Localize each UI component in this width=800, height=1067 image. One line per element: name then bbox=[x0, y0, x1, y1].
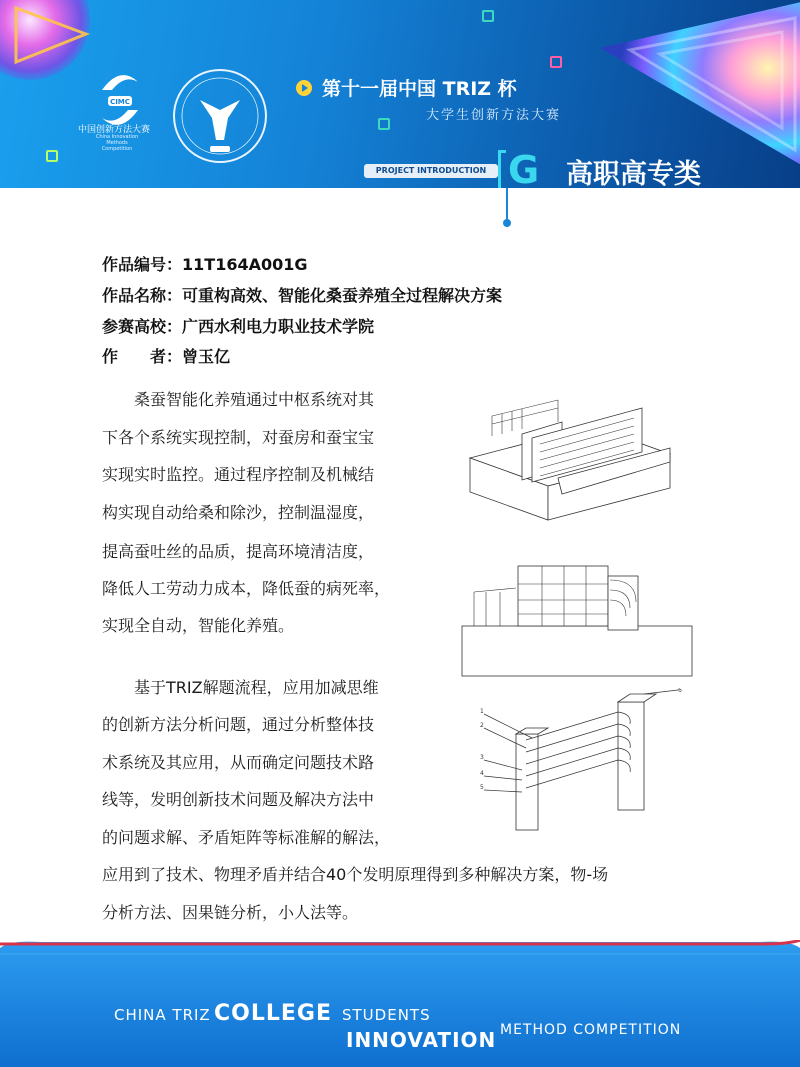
para2-line: 的创新方法分析问题，通过分析整体技 bbox=[102, 715, 375, 734]
decor-square bbox=[482, 10, 494, 22]
para1-line: 下各个系统实现控制，对蚕房和蚕宝宝 bbox=[102, 428, 375, 447]
page-footer bbox=[0, 940, 800, 1067]
competition-subtitle: 大学生创新方法大赛 bbox=[426, 108, 562, 123]
para1-line: 桑蚕智能化养殖通过中枢系统对其 bbox=[102, 390, 375, 409]
cimc-mark: CIMC bbox=[110, 98, 130, 106]
decor-square bbox=[550, 56, 562, 68]
footer-college: COLLEGE bbox=[214, 1001, 332, 1026]
para1-line: 构实现自动给桑和除沙，控制温湿度， bbox=[102, 503, 375, 522]
category-dot bbox=[503, 219, 511, 227]
para2-line: 术系统及其应用，从而确定问题技术路 bbox=[102, 753, 375, 772]
info-id bbox=[102, 252, 308, 275]
para2-line: 基于TRIZ解题流程，应用加减思维 bbox=[102, 678, 379, 697]
cimc-logo-cn: 中国创新方法大赛 bbox=[78, 125, 151, 135]
figure-labelled-rack bbox=[478, 688, 686, 832]
para1-line: 提高蚕吐丝的品质，提高环境清洁度， bbox=[102, 542, 375, 561]
info-name-label: 作品名称： bbox=[102, 286, 183, 305]
footer-innovation: INNOVATION bbox=[346, 1028, 497, 1052]
info-author-value: 曾玉亿 bbox=[182, 347, 231, 366]
info-author-label: 作 者： bbox=[102, 347, 183, 366]
info-school-label: 参赛高校： bbox=[102, 317, 183, 336]
decor-triangle-left bbox=[6, 4, 96, 64]
fig3-label: 3 bbox=[480, 754, 484, 761]
page-header bbox=[0, 0, 800, 188]
fig3-label: 6 bbox=[678, 688, 682, 694]
info-name bbox=[102, 283, 502, 306]
para2-line: 的问题求解、矛盾矩阵等标准解的解法， bbox=[102, 828, 391, 847]
triz-cup-logo bbox=[170, 66, 270, 166]
cimc-logo-en: China Innovation Methods Competition bbox=[95, 134, 139, 152]
project-introduction-label: PROJECT INTRODUCTION bbox=[364, 164, 498, 178]
fig3-label: 4 bbox=[480, 770, 484, 777]
info-id-label: 作品编号： bbox=[102, 255, 183, 274]
category-connector bbox=[506, 188, 508, 220]
fig3-label: 5 bbox=[480, 784, 484, 791]
para2-line: 分析方法、因果链分析，小人法等。 bbox=[102, 903, 359, 922]
decor-square bbox=[46, 150, 58, 162]
footer-china-triz: CHINA TRIZ bbox=[114, 1006, 211, 1024]
info-school-value: 广西水利电力职业技术学院 bbox=[182, 317, 375, 336]
para1-line: 实现实时监控。通过程序控制及机械结 bbox=[102, 465, 375, 484]
info-school bbox=[102, 314, 374, 337]
category-name: 高职高专类 bbox=[566, 159, 701, 188]
para2-line: 应用到了技术、物理矛盾并结合40个发明原理得到多种解决方案，物-场 bbox=[102, 865, 609, 884]
fig3-label: 2 bbox=[480, 722, 484, 729]
fig3-label: 1 bbox=[480, 708, 484, 715]
info-id-value: 11T164A001G bbox=[182, 255, 308, 274]
footer-method-competition: METHOD COMPETITION bbox=[500, 1022, 682, 1038]
info-author bbox=[102, 344, 230, 367]
para1-line: 降低人工劳动力成本，降低蚕的病死率， bbox=[102, 579, 391, 598]
category-letter: G bbox=[508, 148, 540, 188]
info-name-value: 可重构高效、智能化桑蚕养殖全过程解决方案 bbox=[182, 286, 503, 305]
play-icon bbox=[296, 80, 312, 96]
decor-triangle-right bbox=[590, 0, 800, 170]
decor-square bbox=[378, 118, 390, 130]
figure-elevation-view bbox=[460, 562, 696, 680]
para1-line: 实现全自动，智能化养殖。 bbox=[102, 616, 295, 635]
category-bracket bbox=[498, 150, 506, 188]
para2-line: 线等，发明创新技术问题及解决方法中 bbox=[102, 790, 375, 809]
competition-title: 第十一届中国 TRIZ 杯 bbox=[322, 78, 517, 100]
footer-students: STUDENTS bbox=[342, 1006, 431, 1024]
figure-isometric-system bbox=[462, 398, 700, 526]
